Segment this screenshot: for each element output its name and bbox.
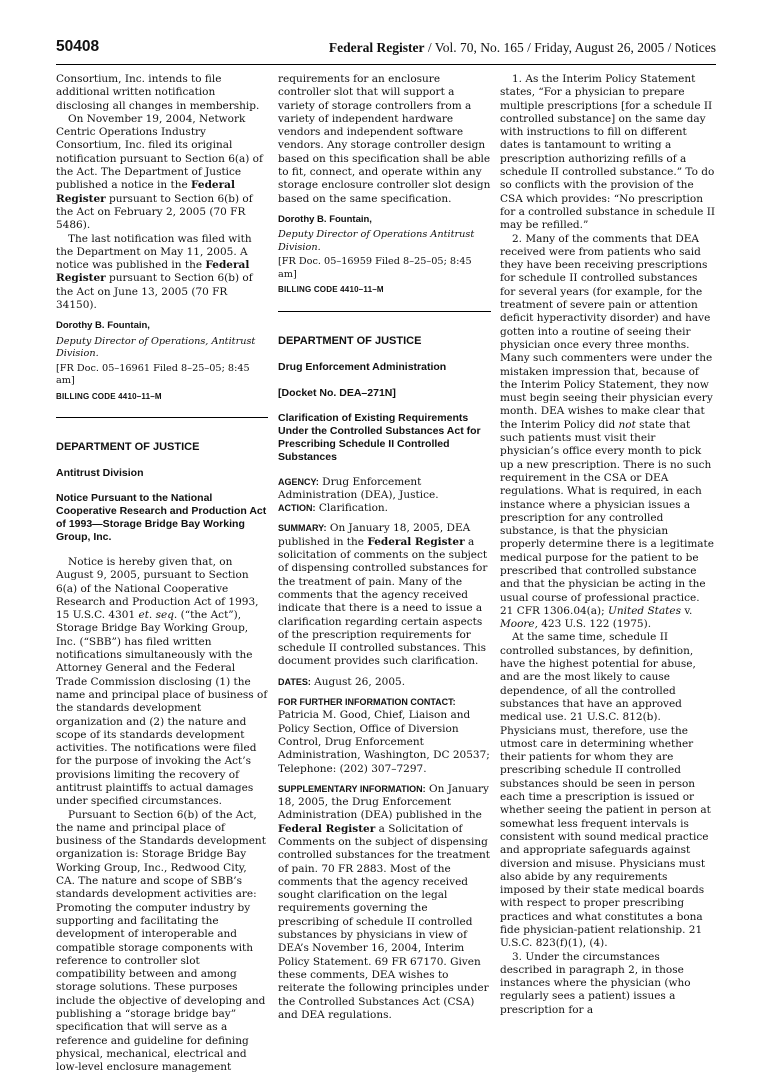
fr-doc-line: [FR Doc. 05–16961 Filed 8–25–05; 8:45 am] [56, 362, 250, 387]
column-3 [500, 73, 715, 1017]
paragraph: At the same time, schedule II controlled substances, by definition, have the highest potential for abuse, and are the most likely to cause dependence, of all the controlled substances that have an approved medical use. 21 U.S.C. 812(b). Physicians must, therefore, use the utmost care in determining whether their patients for whom they are prescribing schedule II controlled substances should be seen in person each time a prescription is issued or whether seeing the patient in person at somewhat less frequent intervals is consistent with sound medical practice and appropriate safeguards against diversion and misuse. Physicians must also abide by any requirements imposed by their state medical boards with respect to proper prescribing practices and what constitutes a bona fide physician-patient relationship. 21 U.S.C. 823(f)(1), (4). [500, 631, 711, 950]
column-2 [278, 73, 491, 1022]
subagency-heading: Antitrust Division [56, 466, 144, 479]
page-number: 50408 [56, 38, 100, 55]
running-header [56, 38, 716, 65]
dates-field: DATES: August 26, 2005. [278, 675, 406, 688]
paragraph: 1. As the Interim Policy Statement states, “For a physician to prepare multiple prescriptions [for a schedule II controlled substance] on the same day with instructions to fill on different dates is tantamount to writing a prescription authorizing refills of a schedule II controlled substance.” To do so conflicts with the provision of the CSA which provides: “No prescription for a controlled substance in schedule II may be refilled.” [500, 73, 716, 232]
divider [278, 311, 491, 312]
summary-field: SUMMARY: On January 18, 2005, DEA published in the Federal Register a solicitation of comments on the subject of dispensing controlled substances for the treatment of pain. Many of the comments that the agency received indicate that there is a need to issue a clarification regarding certain aspects of the prescription requirements for schedule II controlled substances. This document provides such clarification. [278, 522, 488, 668]
action-field: ACTION: Clarification. [278, 502, 389, 515]
issue-info: / Vol. 70, No. 165 / Friday, August 26, 2005 / Notices [424, 40, 716, 55]
paragraph: requirements for an enclosure controller slot that will support a variety of storage controllers from a variety of independent hardware vendors and independent software vendors. Any storage controller design based on this specification shall be able to fit, connect, and operate within any storage enclosure controller slot design based on the same specification. [278, 73, 491, 205]
agency-heading: DEPARTMENT OF JUSTICE [278, 334, 422, 347]
billing-code: BILLING CODE 4410–11–M [56, 391, 162, 401]
subagency-heading: Drug Enforcement Administration [278, 360, 447, 373]
supplementary-field: SUPPLEMENTARY INFORMATION: On January 18, 2005, the Drug Enforcement Administration (DEA) published in the Federal Register a Solicitation of Comments on the subject of dispensing controlled substances for the treatment of pain. 70 FR 2883. Most of the comments that the agency received sought clarification on the legal requirements governing the prescribing of schedule II controlled substances by physicians in view of DEA’s November 16, 2004, Interim Policy Statement. 69 FR 67170. Given these comments, DEA wishes to reiterate the following principles under the Controlled Substances Act (CSA) and DEA regulations. [278, 782, 491, 1021]
signer-title: Deputy Director of Operations Antitrust Division. [278, 229, 475, 253]
divider [56, 417, 268, 418]
paragraph: Notice is hereby given that, on August 9, 2005, pursuant to Section 6(a) of the National Cooperative Research and Production Act of 1993, 15 U.S.C. 4301 et. seq. (“the Act”), Storage Bridge Bay Working Group, Inc. (“SBB”) has filed written notifications simultaneously with the Attorney General and the Federal Trade Commission disclosing (1) the name and principal place of business of the standards development organization and (2) the nature and scope of its standards development activities. The notifications were filed for the purpose of invoking the Act’s provisions limiting the recovery of antitrust plaintiffs to actual damages under specified circumstances. [56, 555, 268, 808]
paragraph: Pursuant to Section 6(b) of the Act, the name and principal place of business of the Standards development organization is: Storage Bridge Bay Working Group, Inc., Redwood City, CA. The nature and scope of SBB’s standards development activities are: Promoting the computer industry by supporting and facilitating the development of interoperable and compatible storage components with reference to controller slot compatibility between and among storage solutions. These purposes include the objective of developing and publishing a “storage bridge bay” specification that will serve as a reference and guideline for defining physical, mechanical, electrical and low-level enclosure management [56, 808, 266, 1074]
paragraph: On November 19, 2004, Network Centric Operations Industry Consortium, Inc. filed its original notification pursuant to Section 6(a) of the Act. The Department of Justice published a notice in the Federal Register pursuant to Section 6(b) of the Act on February 2, 2005 (70 FR 5486). [56, 112, 263, 232]
agency-field: AGENCY: Drug Enforcement Administration (DEA), Justice. [278, 475, 439, 501]
paragraph: 2. Many of the comments that DEA received were from patients who said they have been receiving prescriptions for schedule II controlled substances for several years (for example, for the treatment of severe pain or attention deficit hyperactivity disorder) and have gotten into a routine of seeing their physician once every three months. Many such commenters were under the mistaken impression that, because of the Interim Policy Statement, they now must begin seeing their physician every month. DEA wishes to make clear that the Interim Policy did not state that such patients must visit their physician’s office every month to pick up a new prescription. There is no such requirement in the CSA or DEA regulations. What is required, in each instance where a physician issues a prescription for any controlled substance, is that the physician properly determine there is a legitimate medical purpose for the patient to be prescribed that controlled substance and that the physician be acting in the usual course of professional practice. 21 CFR 1306.04(a); United States v. Moore, 423 U.S. 122 (1975). [500, 232, 714, 631]
column-1 [56, 73, 268, 1075]
agency-heading: DEPARTMENT OF JUSTICE [56, 440, 200, 453]
paragraph: The last notification was filed with the Department on May 11, 2005. A notice was published in the Federal Register pursuant to Section 6(b) of the Act on June 13, 2005 (70 FR 34150). [56, 232, 253, 312]
journal-name: Federal Register [328, 40, 425, 55]
billing-code: BILLING CODE 4410–11–M [278, 285, 384, 295]
running-head [329, 40, 716, 56]
signer-name: Dorothy B. Fountain, [56, 320, 150, 332]
contact-label: FOR FURTHER INFORMATION CONTACT: [278, 697, 456, 708]
fr-doc-line: [FR Doc. 05–16959 Filed 8–25–05; 8:45 am] [278, 256, 472, 280]
notice-title: Clarification of Existing Requirements Under the Controlled Substances Act for Prescribing Schedule II Controlled Substances [278, 411, 481, 463]
signer-title: Deputy Director of Operations, Antitrust Division. [56, 335, 256, 360]
paragraph: Consortium, Inc. intends to file additional written notification disclosing all changes in membership. [56, 73, 260, 112]
signer-name: Dorothy B. Fountain, [278, 213, 372, 225]
contact-text: Patricia M. Good, Chief, Liaison and Policy Section, Office of Diversion Control, Drug Enforcement Administration, Washington, DC 20537; Telephone: (202) 307–7297. [278, 709, 490, 775]
paragraph: 3. Under the circumstances described in paragraph 2, in those instances where the physician (who regularly sees a patient) issues a prescription for a [500, 950, 691, 1016]
docket-number: [Docket No. DEA–271N] [278, 386, 396, 399]
notice-title: Notice Pursuant to the National Cooperative Research and Production Act of 1993—Storage Bridge Bay Working Group, Inc. [56, 491, 267, 543]
